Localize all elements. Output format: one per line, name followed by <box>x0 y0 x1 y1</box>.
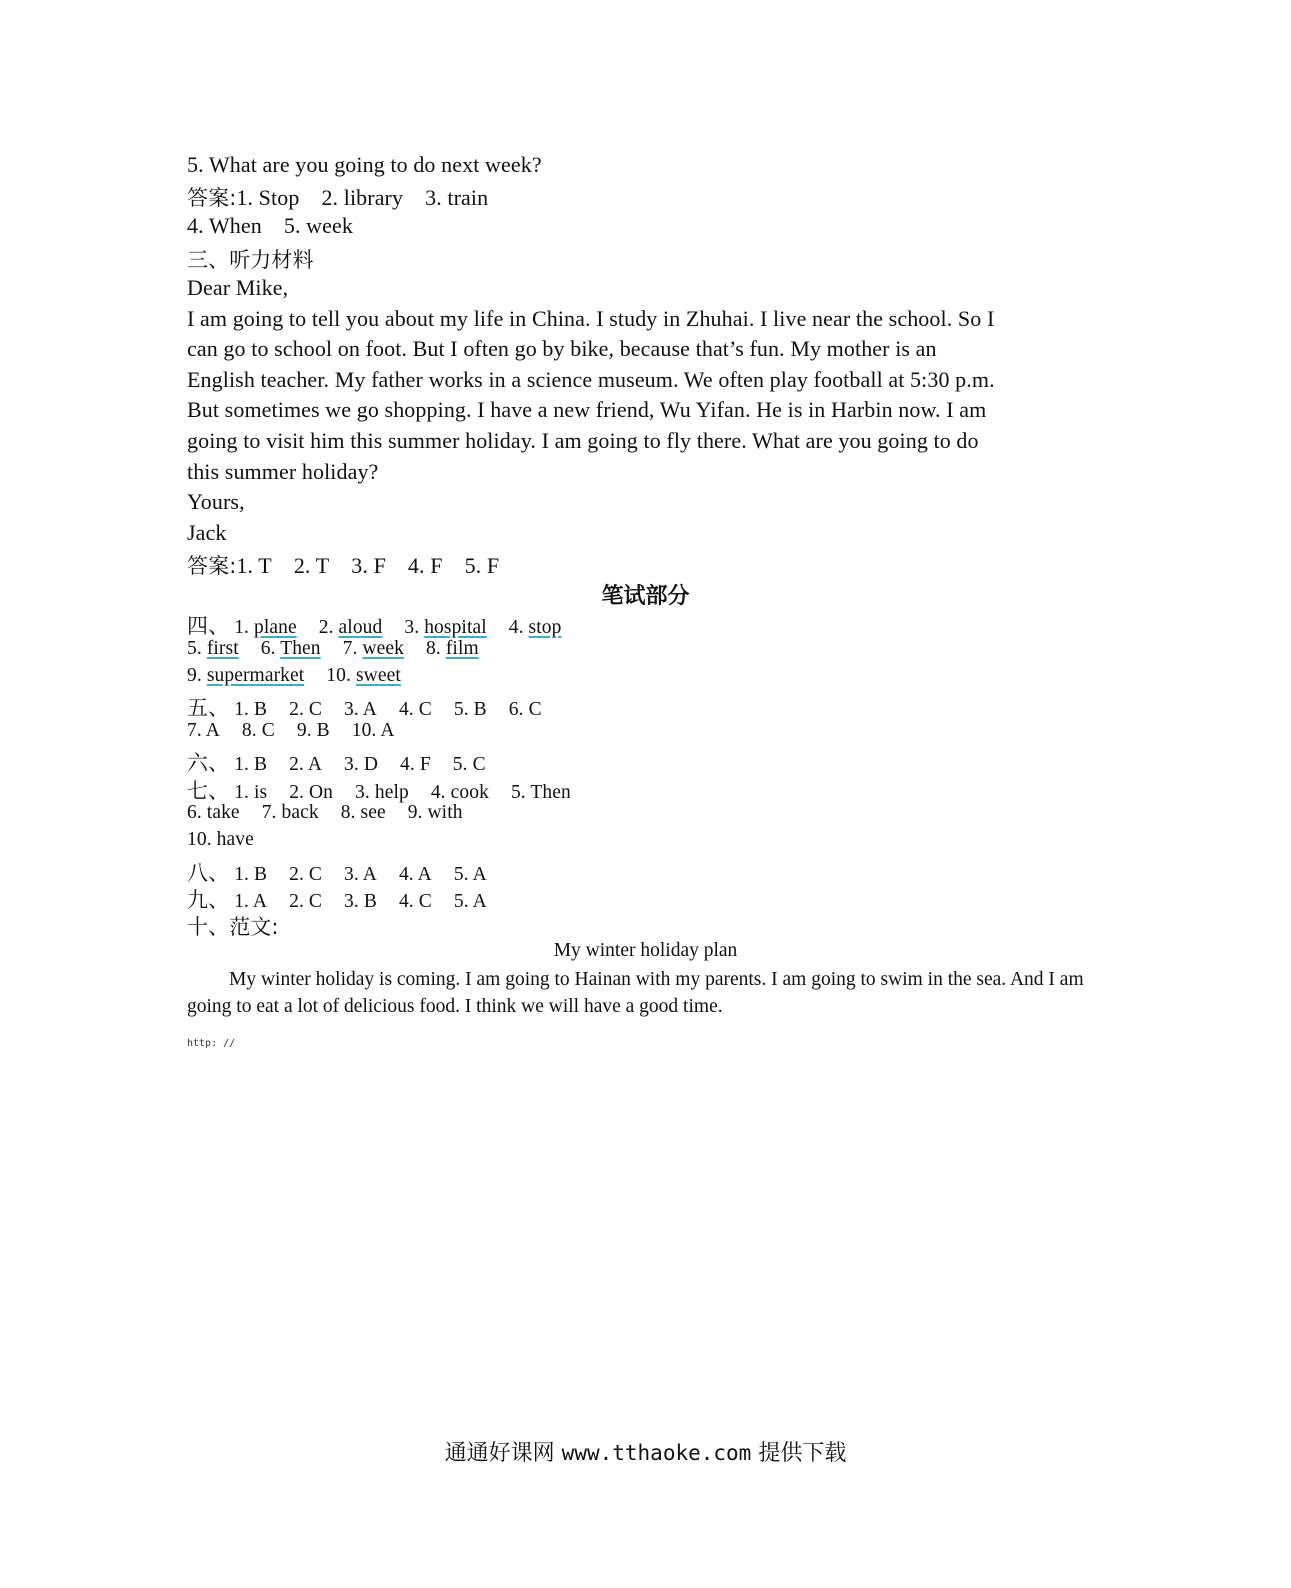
section-4-row2 <box>187 638 479 660</box>
answer-item: 3. train <box>425 185 489 210</box>
answer-item: 5. Then <box>510 782 571 803</box>
answer-item: 3. B <box>344 891 377 912</box>
answers-part3 <box>187 550 499 580</box>
answer-item: 9. B <box>296 720 330 741</box>
letter-line: this summer holiday? <box>187 459 379 484</box>
answer-item: 5. C <box>452 754 486 775</box>
section-6-row1 <box>187 747 486 777</box>
answer-item: 1. T <box>236 553 272 578</box>
answer-item: 4. F <box>400 754 431 775</box>
answer-item: 5. F <box>464 553 500 578</box>
answer-prefix: 答案: <box>187 554 237 578</box>
section-5-row2 <box>187 720 395 742</box>
answer-item: 4. cook <box>430 782 489 803</box>
section-8-row1 <box>187 857 487 887</box>
answer-item: 2. C <box>289 699 323 720</box>
section-3-title: 三、听力材料 <box>187 248 314 272</box>
section-4-row1 <box>187 610 561 640</box>
footer <box>0 1436 1291 1467</box>
answer-item: 6. Then <box>260 638 321 659</box>
answer-item: 5. B <box>453 699 487 720</box>
answers-part2-row2 <box>187 213 353 239</box>
answer-item: 4. When <box>187 213 262 238</box>
letter-line: can go to school on foot. But I often go by bike, because that’s fun. My mother is an <box>187 336 937 361</box>
letter-greeting: Dear Mike, <box>187 275 289 300</box>
answer-item: 7. week <box>342 638 405 659</box>
answer-item: 7. A <box>187 720 220 741</box>
answer-item: 1. B <box>234 754 268 775</box>
answer-item: 2. C <box>289 891 323 912</box>
answer-item: 4. C <box>398 891 432 912</box>
section-7-label: 七、 <box>187 779 230 803</box>
answer-item: 3. A <box>344 864 377 885</box>
essay-paragraph: My winter holiday is coming. I am going to Hainan with my parents. I am going to swim in the sea. And I am going to eat a lot of delicious food. I think we will have a good time. <box>187 969 1084 1017</box>
letter-line: But sometimes we go shopping. I have a new friend, Wu Yifan. He is in Harbin now. I am <box>187 397 987 422</box>
answer-item: 3. hospital <box>404 617 487 638</box>
answer-item: 2. A <box>289 754 323 775</box>
section-10-label: 十、范文: <box>187 915 279 939</box>
answer-item: 2. aloud <box>318 617 383 638</box>
answer-item: 2. On <box>289 782 334 803</box>
letter-line: English teacher. My father works in a science museum. We often play football at 5:30 p.m. <box>187 367 995 392</box>
section-5-label: 五、 <box>187 696 230 720</box>
answer-prefix: 答案: <box>187 186 237 210</box>
answer-item: 1. is <box>234 782 268 803</box>
answer-item: 8. C <box>241 720 275 741</box>
section-5-row1 <box>187 692 542 722</box>
section-7-row2 <box>187 802 463 824</box>
answer-item: 1. B <box>234 864 268 885</box>
answers-part2-row1 <box>187 182 488 212</box>
letter-line: I am going to tell you about my life in China. I study in Zhuhai. I live near the school. So I <box>187 306 995 331</box>
answer-item: 8. film <box>426 638 479 659</box>
section-4-row3 <box>187 665 401 687</box>
answer-item: 2. C <box>289 864 323 885</box>
answer-item: 5. A <box>453 864 487 885</box>
answer-item: 9. with <box>407 802 463 823</box>
answer-item: 4. stop <box>508 617 562 638</box>
written-section-heading: 笔试部分 <box>601 584 690 609</box>
answer-item: 5. A <box>453 891 487 912</box>
small-url-text: http: // <box>187 1038 236 1049</box>
answer-item: 10. sweet <box>326 665 401 686</box>
answer-item: 10. have <box>187 829 254 850</box>
answer-item: 1. A <box>234 891 268 912</box>
answer-item: 5. first <box>187 638 239 659</box>
section-4-label: 四、 <box>187 614 230 638</box>
essay-title: My winter holiday plan <box>553 940 738 961</box>
section-9-row1 <box>187 884 487 914</box>
letter-signature: Jack <box>187 520 227 545</box>
section-9-label: 九、 <box>187 888 230 912</box>
section-6-label: 六、 <box>187 751 230 775</box>
answer-item: 6. C <box>508 699 542 720</box>
answer-item: 4. A <box>398 864 432 885</box>
answer-item: 8. see <box>340 802 386 823</box>
section-7-row1 <box>187 775 571 805</box>
answer-item: 6. take <box>187 802 240 823</box>
answer-item: 10. A <box>351 720 395 741</box>
footer-site-name: 通通好课网 <box>444 1441 555 1466</box>
answer-item: 7. back <box>261 802 319 823</box>
answer-item: 3. F <box>351 553 386 578</box>
answer-item: 4. C <box>398 699 432 720</box>
letter-line: going to visit him this summer holiday. I am going to fly there. What are you going to do <box>187 428 979 453</box>
answer-item: 9. supermarket <box>187 665 305 686</box>
footer-url[interactable]: www.tthaoke.com <box>561 1441 752 1465</box>
essay-body <box>187 966 1107 1020</box>
listening-question-5: 5. What are you going to do next week? <box>187 152 542 177</box>
answer-item: 1. Stop <box>236 185 300 210</box>
answer-item: 3. A <box>344 699 377 720</box>
answer-item: 4. F <box>407 553 443 578</box>
letter-closing: Yours, <box>187 489 245 514</box>
footer-download-text: 提供下载 <box>758 1441 847 1466</box>
answer-item: 3. D <box>344 754 379 775</box>
answer-item: 1. plane <box>234 617 297 638</box>
answer-item: 3. help <box>355 782 409 803</box>
section-8-label: 八、 <box>187 861 230 885</box>
section-7-row3 <box>187 829 254 851</box>
answer-item: 2. library <box>321 185 404 210</box>
answer-item: 1. B <box>234 699 268 720</box>
answer-item: 5. week <box>283 213 353 238</box>
answer-item: 2. T <box>293 553 330 578</box>
